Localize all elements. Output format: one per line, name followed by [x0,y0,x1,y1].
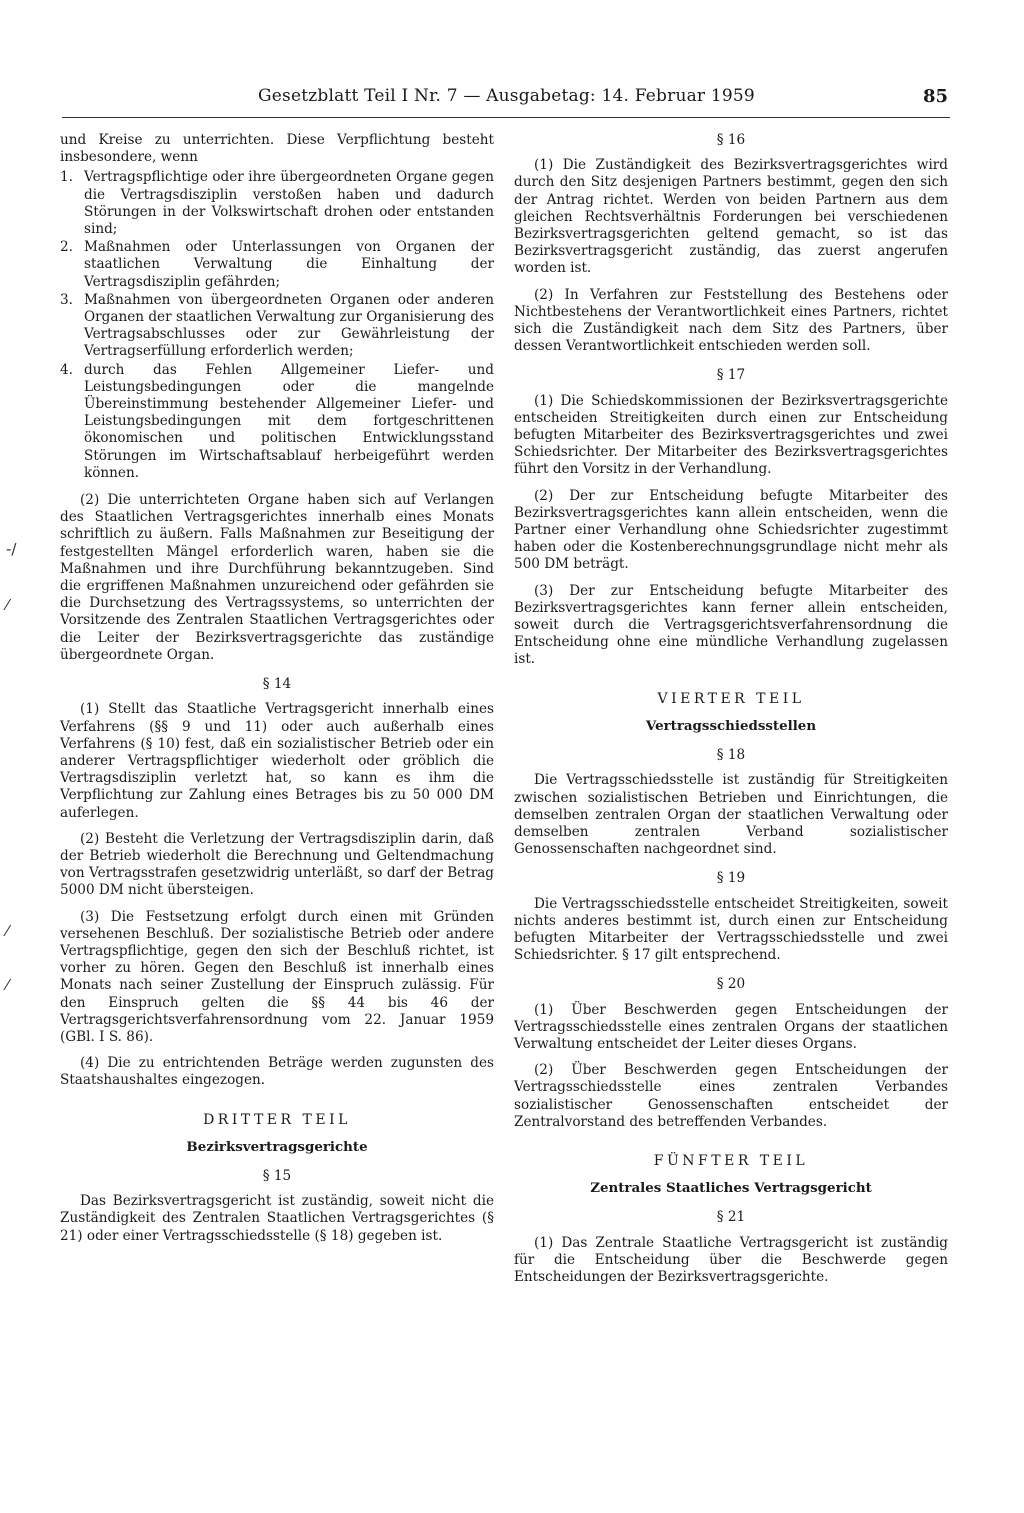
section-title-vertragsschiedsstellen: Vertragsschiedsstellen [645,717,817,734]
section-heading-18: § 18 [716,747,746,764]
section-heading-16: § 16 [716,132,746,148]
paragraph: (1) Stellt das Staatliche Vertragsgericht innerhalb eines Verfahrens (§§ 9 und 11) oder auch außerhalb eines Verfahrens (§ 10) fest, daß ein sozialistischer Betrieb oder ein anderer Vertragspflichtiger wiederholt oder gröblich die Vertragsdisziplin verletzt hat, so kann es ihm die Verpflichtung zur Zahlung eines Betrages bis zu 50 000 DM auferlegen. [60,701,494,821]
paragraph: Das Bezirksvertragsgericht ist zuständig, soweit nicht die Zuständigkeit des Zentralen Staatlichen Vertragsgerichtes (§ 21) oder einer Vertragsschiedsstelle (§ 18) gegeben ist. [60,1193,494,1244]
list-item [60,362,494,482]
section-heading-20: § 20 [716,976,746,993]
margin-mark: ⁄ [6,596,9,614]
paragraph: (1) Die Zuständigkeit des Bezirksvertragsgerichtes wird durch den Sitz desjenigen Partners bestimmt, gegen den sich der Antrag richtet. Werden von beiden Partnern aus dem gleichen Rechtsverhältnis Forderungen bei verschiedenen Bezirksvertragsgerichten geltend gemacht, so ist das Bezirksvertragsgericht zuständig, das zuerst angerufen worden ist. [514,157,948,277]
list-text: Maßnahmen oder Unterlassungen von Organen der staatlichen Verwaltung die Einhaltung der Vertragsdisziplin gefährden; [84,239,494,290]
list-text: durch das Fehlen Allgemeiner Liefer- und Leistungsbedingungen oder die mangelnde Übereinstimmung bestehender Allgemeiner Liefer- und Leistungsbedingungen mit dem fortgeschrittenen ökonomischen und politischen Entwicklungsstand Störungen im Wirtschaftsablauf herbeigeführt werden können. [84,361,494,481]
page-header [258,86,948,114]
paragraph: (2) Der zur Entscheidung befugte Mitarbeiter des Bezirksvertragsgerichtes kann allein entscheiden, wenn die Partner einer Verhandlung ohne Schiedsrichter zugestimmt haben oder die Kostenberechnungsgrundlage nicht mehr als 500 DM beträgt. [514,487,948,573]
paragraph: (2) Die unterrichteten Organe haben sich auf Verlangen des Staatlichen Vertragsgerichtes innerhalb eines Monats schriftlich zu äußern. Falls Maßnahmen zur Beseitigung der festgestellten Mängel erforderlich waren, haben sie die Maßnahmen und ihre Durchführung bekanntzugeben. Sind die ergriffenen Maßnahmen unzureichend oder gefährden sie die Durchsetzung des Vertragssystems, so unterrichten der Vorsitzende des Zentralen Staatlichen Vertragsgerichtes oder die Leiter der Bezirksvertragsgerichte das zuständige übergeordnete Organ. [60,492,494,663]
page-number: 85 [922,86,948,107]
paragraph-intro: und Kreise zu unterrichten. Diese Verpflichtung besteht insbesondere, wenn [60,132,494,166]
section-title-bezirksvertragsgerichte: Bezirksvertragsgerichte [186,1138,368,1155]
list-text: Maßnahmen von übergeordneten Organen oder anderen Organen der staatlichen Verwaltung zur Organisierung des Vertragsabschlusses oder zur Gewährleistung der Vertragserfüllung erforderlich werden; [84,291,494,360]
section-heading-14: § 14 [262,676,292,693]
section-heading-15: § 15 [262,1167,292,1184]
section-heading-19: § 19 [716,870,746,887]
right-column [514,132,948,1295]
margin-mark: ⁄ [6,976,9,994]
list-number: 4. [60,361,73,378]
paragraph: (2) In Verfahren zur Feststellung des Bestehens oder Nichtbestehens der Verantwortlichkeit eines Partners, richtet sich die Zuständigkeit nach dem Sitz des Partners, über dessen Verantwortlichkeit entschieden werden soll. [514,286,948,355]
paragraph: Die Vertragsschiedsstelle entscheidet Streitigkeiten, soweit nichts anderes bestimmt ist, durch einen zur Entscheidung befugten Mitarbeiter der Vertragsschiedsstelle und zwei Schiedsrichter. § 17 gilt entsprechend. [514,895,948,964]
list-number: 1. [60,169,73,186]
list-number: 2. [60,239,73,256]
list-number: 3. [60,291,73,308]
part-title-3: DRITTER TEIL [203,1111,351,1128]
paragraph: (3) Der zur Entscheidung befugte Mitarbeiter des Bezirksvertragsgerichtes kann ferner allein entscheiden, soweit durch die Vertragsgerichtsverfahrensordnung die Entscheidung ohne eine mündliche Verhandlung zugelassen ist. [514,582,948,668]
list-item [60,239,494,291]
section-heading-21: § 21 [716,1209,746,1226]
list-item [60,169,494,238]
part-title-4: VIERTER TEIL [657,690,805,707]
part-title-5: FÜNFTER TEIL [653,1152,809,1169]
paragraph: Die Vertragsschiedsstelle ist zuständig für Streitigkeiten zwischen sozialistischen Betrieben und Einrichtungen, die demselben zentralen Organ der staatlichen Verwaltung oder demselben zentralen Verband sozialistischer Genossenschaften nachgeordnet sind. [514,772,948,858]
paragraph: (4) Die zu entrichtenden Beträge werden zugunsten des Staatshaushaltes eingezogen. [60,1055,494,1089]
paragraph: (3) Die Festsetzung erfolgt durch einen mit Gründen versehenen Beschluß. Der sozialistische Betrieb oder andere Vertragspflichtige, gegen den sich der Beschluß richtet, ist vorher zu hören. Gegen den Beschluß ist innerhalb eines Monats nach seiner Zustellung der Einspruch zulässig. Für den Einspruch gelten die §§ 44 bis 46 der Vertragsgerichtsverfahrensordnung vom 22. Januar 1959 (GBl. I S. 86). [60,908,494,1045]
margin-mark: -/ [6,540,17,558]
section-heading-17: § 17 [716,367,746,384]
header-title: Gesetzblatt Teil I Nr. 7 — Ausgabetag: 14. Februar 1959 [258,86,755,106]
section-title-zentrales-vertragsgericht: Zentrales Staatliches Vertragsgericht [590,1180,872,1197]
paragraph: (1) Über Beschwerden gegen Entscheidungen der Vertragsschiedsstelle eines zentralen Organs der staatlichen Verwaltung entscheidet der Leiter dieses Organs. [514,1001,948,1052]
paragraph: (2) Über Beschwerden gegen Entscheidungen der Vertragsschiedsstelle eines zentralen Verbandes sozialistischer Genossenschaften entscheidet der Zentralvorstand des betreffenden Verbandes. [514,1062,948,1130]
list-item [60,292,494,361]
condition-list [60,169,494,482]
paragraph: (1) Die Schiedskommissionen der Bezirksvertragsgerichte entscheiden Streitigkeiten durch einen zur Entscheidung befugten Mitarbeiter des Bezirksvertragsgerichtes und zwei Schiedsrichter. Der Mitarbeiter des Bezirksvertragsgerichtes führt den Vorsitz in der Verhandlung. [514,392,948,478]
paragraph: (1) Das Zentrale Staatliche Vertragsgericht ist zuständig für die Entscheidung über die Beschwerde gegen Entscheidungen der Bezirksvertragsgerichte. [514,1234,948,1285]
left-column [60,132,494,1254]
header-rule [62,117,950,118]
paragraph: (2) Besteht die Verletzung der Vertragsdisziplin darin, daß der Betrieb wiederholt die Berechnung und Geltendmachung von Vertragsstrafen gesetzwidrig unterläßt, so darf der Betrag 5000 DM nicht übersteigen. [60,830,494,899]
list-text: Vertragspflichtige oder ihre übergeordneten Organe gegen die Vertragsdisziplin verstoßen haben und dadurch Störungen in der Volkswirtschaft drohen oder entstanden sind; [84,169,494,238]
margin-mark: ⁄ [6,922,9,940]
